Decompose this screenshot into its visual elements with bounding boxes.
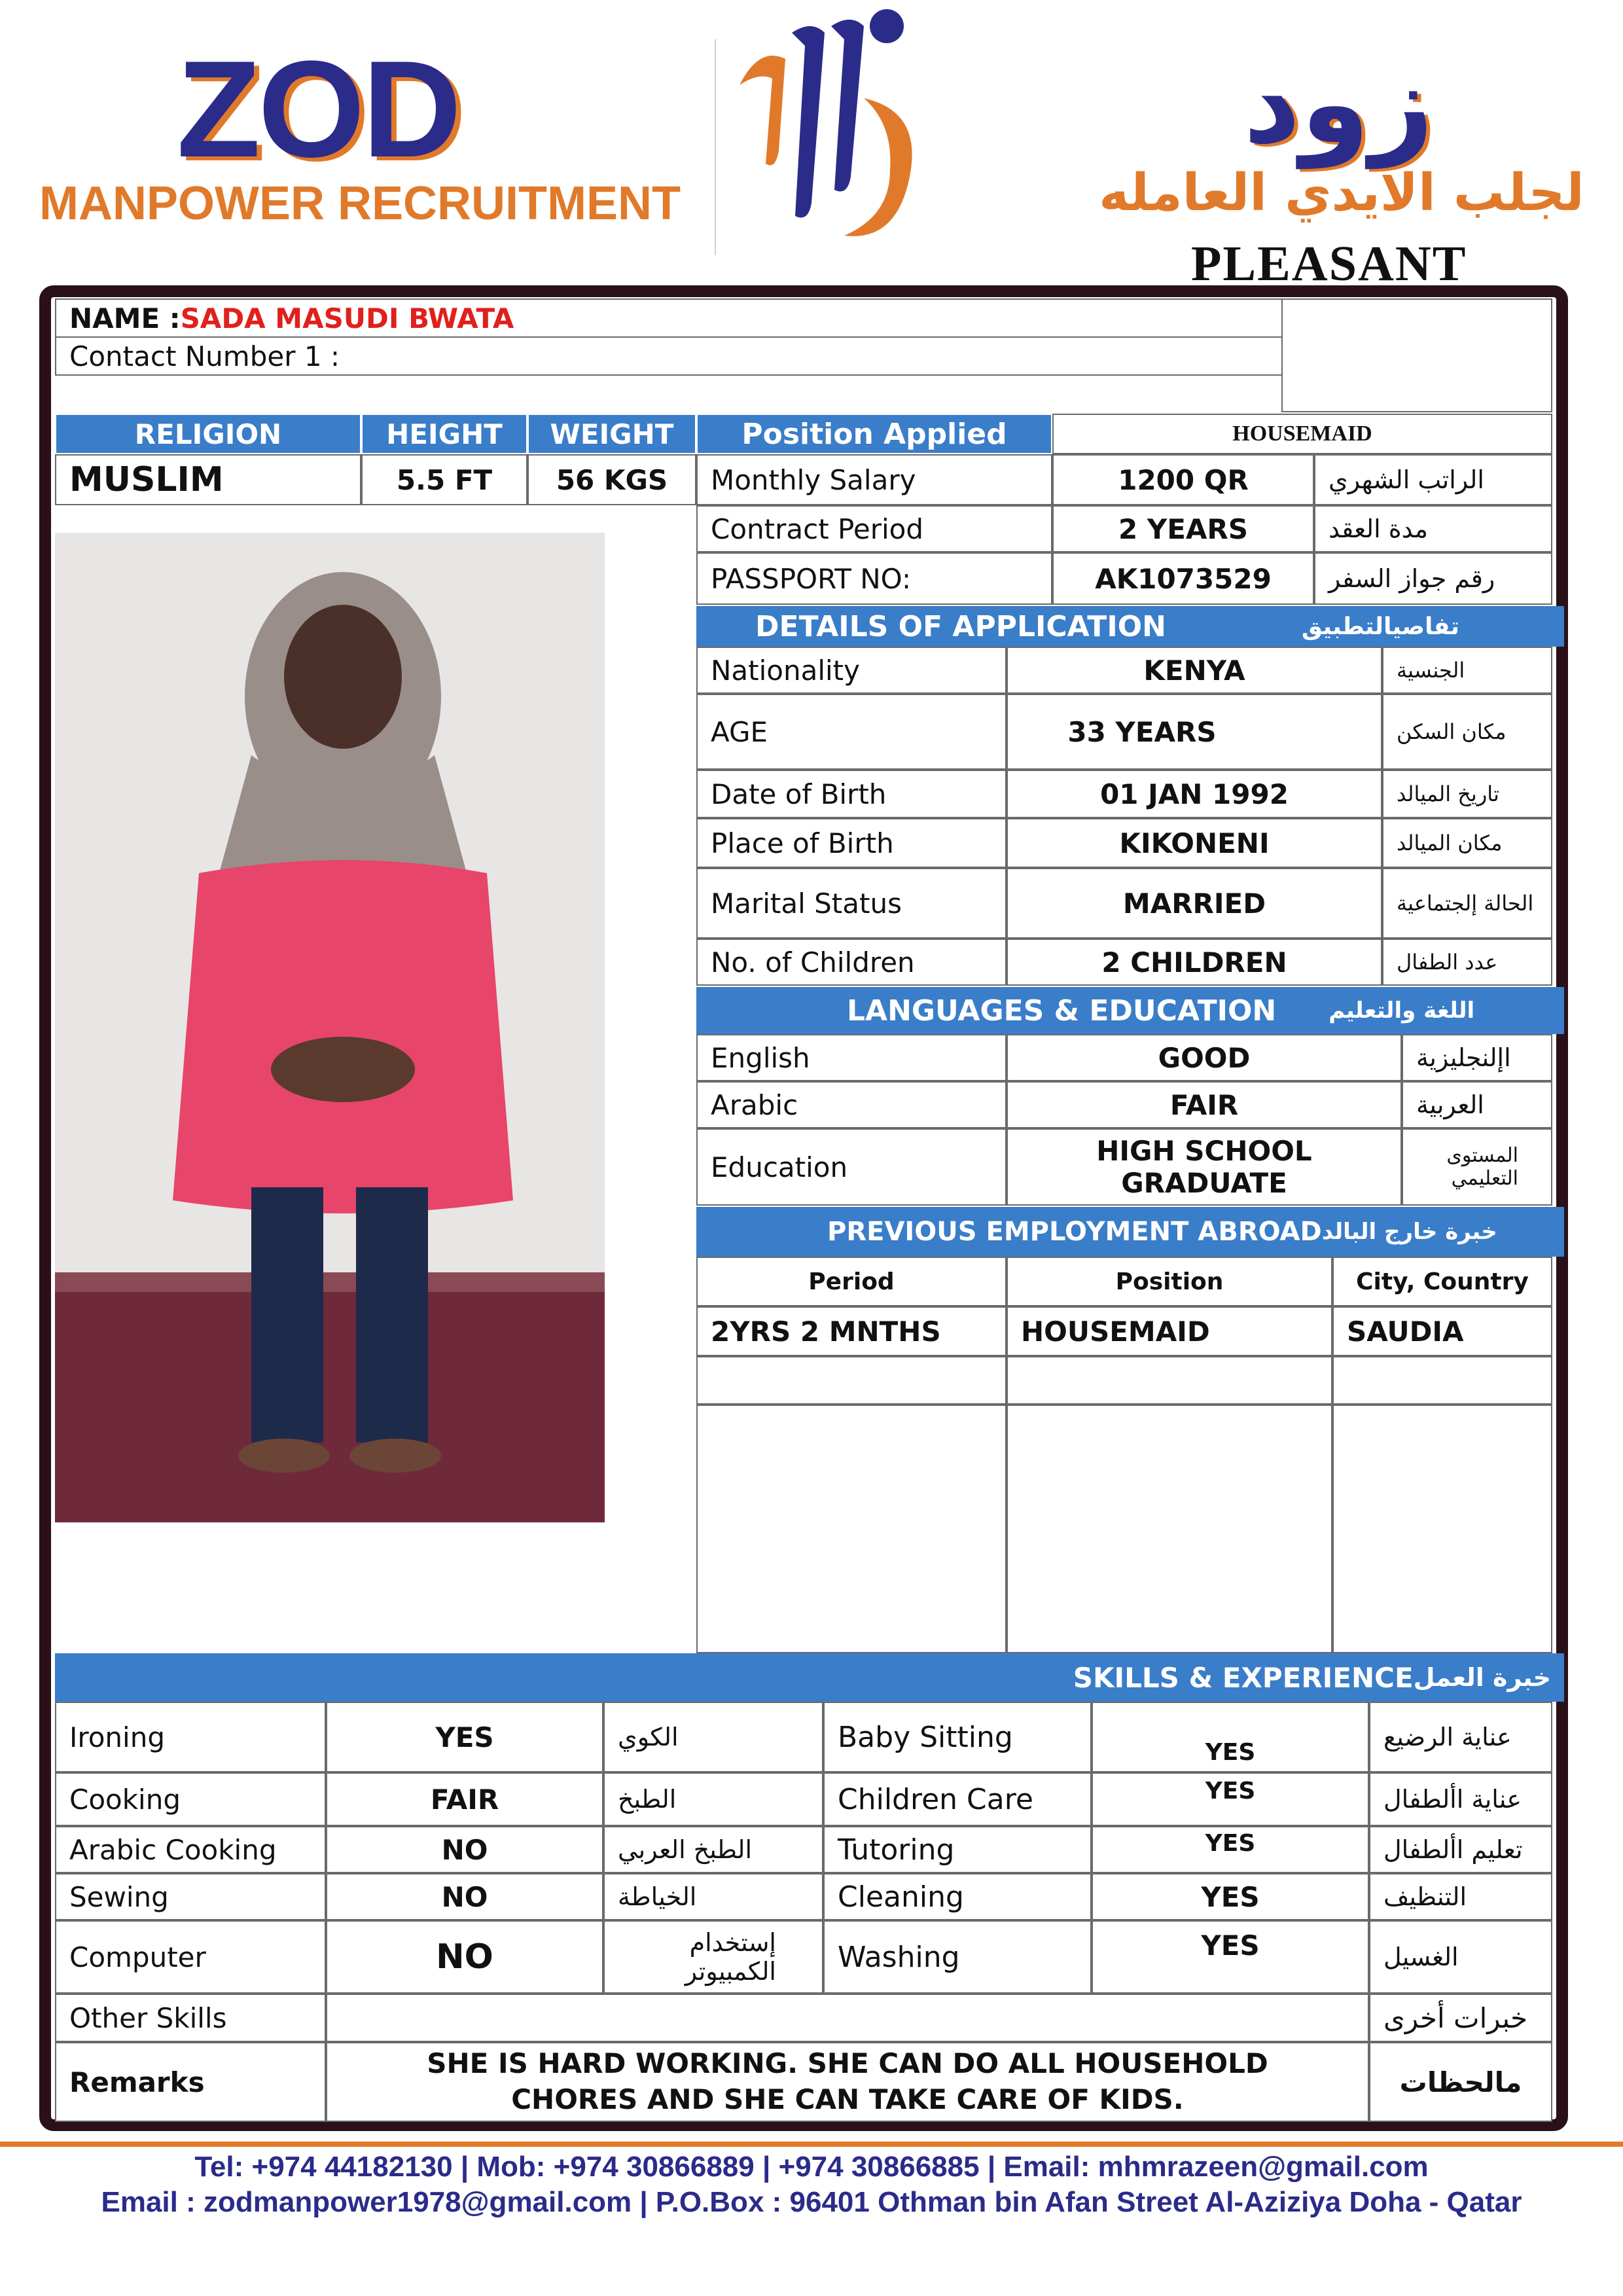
name-value: SADA MASUDI BWATA (180, 302, 514, 334)
remarks-label: Remarks (55, 2042, 326, 2122)
dob-value: 01 JAN 1992 (1007, 770, 1382, 818)
skill-cleaning-label: Cleaning (823, 1873, 1092, 1920)
footer-contact-line: Tel: +974 44182130 | Mob: +974 30866889 | +974 30866885 | Email: mhmrazeen@gmail.com (194, 2151, 1429, 2183)
employment-position: HOUSEMAID (1007, 1306, 1332, 1356)
skill-computer-label: Computer (55, 1920, 326, 1994)
height-header: HEIGHT (361, 414, 527, 454)
logo-subtitle: MANPOWER RECRUITMENT (39, 177, 681, 230)
position-value: HOUSEMAID (1052, 414, 1552, 454)
name-row (55, 298, 1283, 338)
age-value: 33 YEARS (1007, 694, 1382, 770)
skill-arabic-cooking-value: NO (326, 1826, 603, 1873)
candidate-photo (55, 533, 605, 1522)
religion-value: MUSLIM (55, 454, 361, 505)
marital-label: Marital Status (696, 868, 1007, 939)
skill-washing-value: YES (1092, 1920, 1369, 1994)
position-header: Position Applied (696, 414, 1052, 454)
skill-ironing-arabic: الكوي (603, 1702, 823, 1772)
pob-value: KIKONENI (1007, 818, 1382, 868)
arabic-label: Arabic (696, 1081, 1007, 1128)
employment-empty-cell (1332, 1405, 1552, 1653)
remarks-arabic: مالحظات (1369, 2042, 1552, 2122)
nationality-label: Nationality (696, 647, 1007, 694)
details-section-header (696, 606, 1564, 647)
logo-zod: ZOD (177, 32, 459, 186)
english-arabic: اإلنجليزية (1402, 1034, 1552, 1081)
children-label: No. of Children (696, 939, 1007, 986)
skill-tutoring-label: Tutoring (823, 1826, 1092, 1873)
skill-cooking-arabic: الطبخ (603, 1772, 823, 1826)
name-label: NAME : (69, 302, 181, 334)
other-skills-arabic: خبرات أخرى (1369, 1994, 1552, 2042)
skill-sewing-value: NO (326, 1873, 603, 1920)
passport-label: PASSPORT NO: (696, 552, 1052, 605)
skill-tutoring-arabic: تعليم األطفال (1369, 1826, 1552, 1873)
weight-header: WEIGHT (527, 414, 696, 454)
skill-babysitting-arabic: عناية الرضيع (1369, 1702, 1552, 1772)
skill-computer-arabic: إستخدام الكمبيوتر (603, 1920, 823, 1994)
passport-value: AK1073529 (1052, 552, 1314, 605)
skill-computer-value: NO (326, 1920, 603, 1994)
agency-name: PLEASANT (1191, 236, 1467, 291)
details-title-arabic: تفاصيالتطبيق (1301, 613, 1459, 640)
skill-babysitting-label: Baby Sitting (823, 1702, 1092, 1772)
arabic-subtitle: لجلب الايدي العامله (1099, 164, 1584, 223)
skill-cleaning-value: YES (1092, 1873, 1369, 1920)
employment-empty-cell (696, 1405, 1007, 1653)
employment-period: 2YRS 2 MNTHS (696, 1306, 1007, 1356)
contract-value: 2 YEARS (1052, 505, 1314, 552)
employment-empty-cell (1007, 1405, 1332, 1653)
skill-sewing-label: Sewing (55, 1873, 326, 1920)
dob-label: Date of Birth (696, 770, 1007, 818)
footer-divider (0, 2142, 1623, 2147)
children-arabic: عدد الطفال (1382, 939, 1552, 986)
nationality-arabic: الجنسية (1382, 647, 1552, 694)
education-label: Education (696, 1128, 1007, 1206)
employment-header-period: Period (696, 1257, 1007, 1306)
footer-address-line: Email : zodmanpower1978@gmail.com | P.O.Box : 96401 Othman bin Afan Street Al-Aziziya Doha - Qatar (101, 2186, 1522, 2218)
age-arabic: مكان السكن (1382, 694, 1552, 770)
employment-header-position: Position (1007, 1257, 1332, 1306)
header-divider (715, 39, 716, 255)
education-value: HIGH SCHOOL GRADUATE (1007, 1128, 1402, 1206)
arabic-value: FAIR (1007, 1081, 1402, 1128)
contract-label: Contract Period (696, 505, 1052, 552)
arabic-logo: زود (1243, 39, 1434, 169)
employment-country: SAUDIA (1332, 1306, 1552, 1356)
languages-title-arabic: اللغة والتعليم (1329, 997, 1475, 1024)
languages-title: LANGUAGES & EDUCATION (847, 994, 1277, 1028)
english-label: English (696, 1034, 1007, 1081)
passport-arabic: رقم جواز السفر (1314, 552, 1552, 605)
languages-section-header (696, 987, 1564, 1034)
skill-ironing-value: YES (326, 1702, 603, 1772)
skill-sewing-arabic: الخياطة (603, 1873, 823, 1920)
employment-empty-cell (696, 1356, 1007, 1405)
marital-arabic: الحالة إلجتماعية (1382, 868, 1552, 939)
contact-label: Contact Number 1 : (69, 340, 340, 372)
skill-cooking-label: Cooking (55, 1772, 326, 1826)
skill-babysitting-value: YES (1092, 1702, 1369, 1772)
employment-empty-cell (1007, 1356, 1332, 1405)
pob-arabic: مكان الميالد (1382, 818, 1552, 868)
remarks-text: SHE IS HARD WORKING. SHE CAN DO ALL HOUSEHOLD CHORES AND SHE CAN TAKE CARE OF KIDS. (326, 2042, 1369, 2122)
skill-cooking-value: FAIR (326, 1772, 603, 1826)
pob-label: Place of Birth (696, 818, 1007, 868)
skills-section-header (55, 1653, 1564, 1702)
skills-title: SKILLS & EXPERIENCE (1073, 1661, 1414, 1694)
skill-washing-label: Washing (823, 1920, 1092, 1994)
employment-title: PREVIOUS EMPLOYMENT ABROAD (827, 1217, 1322, 1247)
employment-title-arabic: خبرة خارج البالد (1321, 1219, 1497, 1245)
skill-arabic-cooking-arabic: الطبخ العربي (603, 1826, 823, 1873)
skill-arabic-cooking-label: Arabic Cooking (55, 1826, 326, 1873)
other-skills-value (326, 1994, 1369, 2042)
height-value: 5.5 FT (361, 454, 527, 505)
employment-header-country: City, Country (1332, 1257, 1552, 1306)
children-value: 2 CHILDREN (1007, 939, 1382, 986)
skill-childcare-label: Children Care (823, 1772, 1092, 1826)
marital-value: MARRIED (1007, 868, 1382, 939)
contact-row (55, 336, 1283, 376)
contact-side-cell (1281, 298, 1552, 412)
skill-cleaning-arabic: التنظيف (1369, 1873, 1552, 1920)
english-value: GOOD (1007, 1034, 1402, 1081)
skill-ironing-label: Ironing (55, 1702, 326, 1772)
employment-empty-cell (1332, 1356, 1552, 1405)
skill-tutoring-value: YES (1092, 1826, 1369, 1873)
salary-value: 1200 QR (1052, 454, 1314, 505)
age-label: AGE (696, 694, 1007, 770)
nationality-value: KENYA (1007, 647, 1382, 694)
arabic-arabic: العربية (1402, 1081, 1552, 1128)
religion-header: RELIGION (55, 414, 361, 454)
logo-emblem-icon (733, 7, 929, 255)
skill-childcare-arabic: عناية األطفال (1369, 1772, 1552, 1826)
skills-title-arabic: خبرة العمل (1413, 1663, 1551, 1692)
education-arabic: المستوى التعليمي (1402, 1128, 1552, 1206)
employment-section-header (696, 1207, 1564, 1257)
salary-label: Monthly Salary (696, 454, 1052, 505)
dob-arabic: تاريخ الميالد (1382, 770, 1552, 818)
contract-arabic: مدة العقد (1314, 505, 1552, 552)
weight-value: 56 KGS (527, 454, 696, 505)
details-title: DETAILS OF APPLICATION (755, 609, 1166, 643)
salary-arabic: الراتب الشهري (1314, 454, 1552, 505)
skill-washing-arabic: الغسيل (1369, 1920, 1552, 1994)
other-skills-label: Other Skills (55, 1994, 326, 2042)
skill-childcare-value: YES (1092, 1772, 1369, 1826)
